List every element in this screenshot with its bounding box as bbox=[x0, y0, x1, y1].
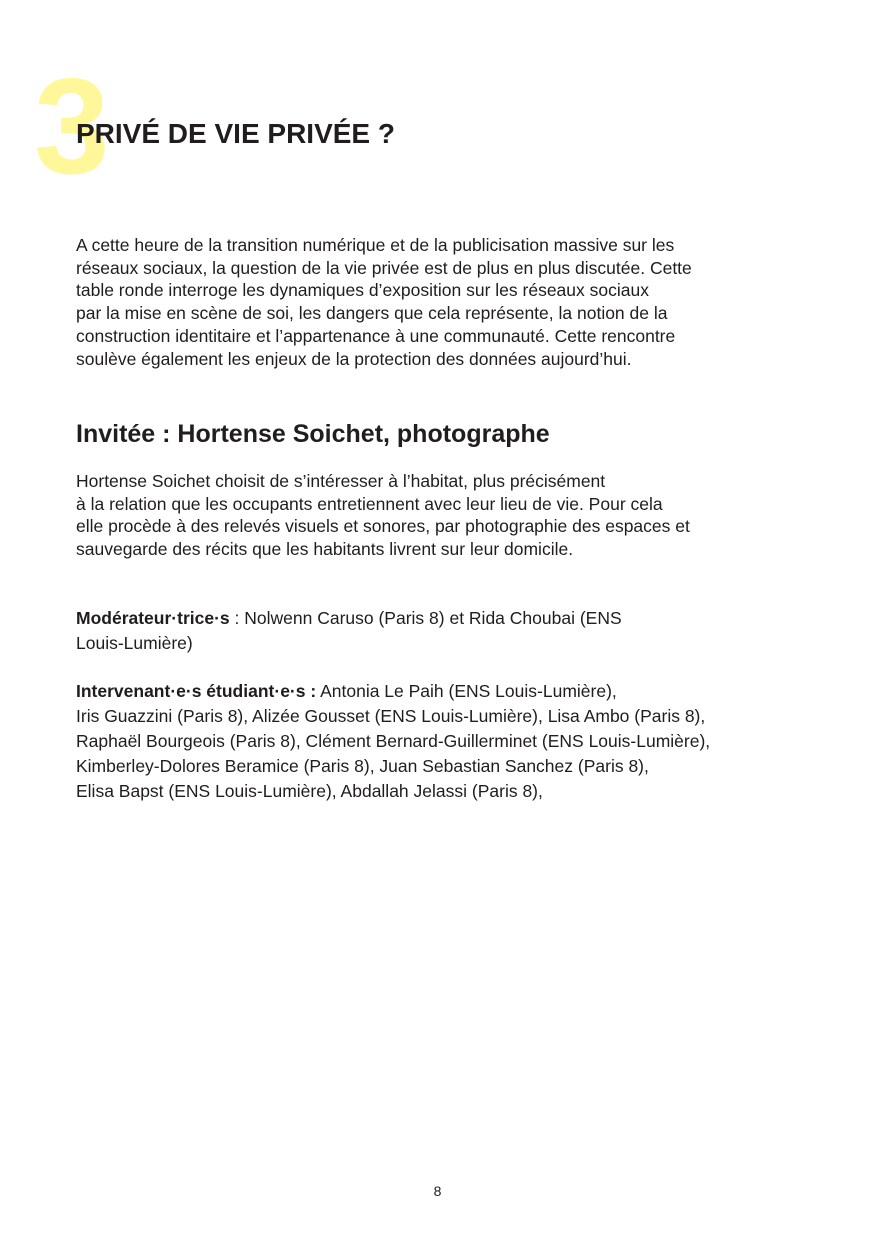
section-title: PRIVÉ DE VIE PRIVÉE ? bbox=[76, 118, 395, 149]
guest-bio-line: à la relation que les occupants entretiennent avec leur lieu de vie. Pour cela bbox=[76, 493, 663, 514]
intro-line: A cette heure de la transition numérique et de la publicisation massive sur les bbox=[76, 235, 675, 255]
speakers-label: Intervenant·e·s étudiant·e·s : bbox=[76, 681, 317, 701]
moderators-line bbox=[76, 606, 776, 631]
section-number: 3 bbox=[34, 50, 106, 202]
guest-bio-line: sauvegarde des récits que les habitants livrent sur leur domicile. bbox=[76, 539, 574, 560]
guest-bio-line: Hortense Soichet choisit de s’intéresser à l’habitat, plus précisément bbox=[76, 471, 606, 491]
guest-bio-line: elle procède à des relevés visuels et sonores, par photographie des espaces et bbox=[76, 516, 690, 537]
intro-line: table ronde interroge les dynamiques d’exposition sur les réseaux sociaux bbox=[76, 280, 649, 301]
intro-line: par la mise en scène de soi, les dangers que cela représente, la notion de la bbox=[76, 303, 668, 324]
guest-heading: Invitée : Hortense Soichet, photographe bbox=[76, 420, 550, 448]
speakers-line: Kimberley-Dolores Beramice (Paris 8), Juan Sebastian Sanchez (Paris 8), bbox=[76, 756, 649, 776]
speakers-line: Raphaël Bourgeois (Paris 8), Clément Bernard-Guillerminet (ENS Louis-Lumière), bbox=[76, 731, 711, 751]
intro-line: construction identitaire et l’appartenance à une communauté. Cette rencontre bbox=[76, 325, 676, 346]
intro-paragraph bbox=[76, 234, 776, 370]
speakers-line bbox=[76, 679, 776, 704]
speakers-paragraph bbox=[76, 679, 776, 804]
moderators-line: Louis-Lumière) bbox=[76, 633, 193, 653]
page-number: 8 bbox=[433, 1183, 442, 1199]
speakers-line: Iris Guazzini (Paris 8), Alizée Gousset (ENS Louis-Lumière), Lisa Ambo (Paris 8), bbox=[76, 706, 706, 726]
speakers-names: Antonia Le Paih (ENS Louis-Lumière), bbox=[316, 681, 617, 701]
moderators-label: Modérateur·trice·s bbox=[76, 608, 230, 628]
speakers-line: Elisa Bapst (ENS Louis-Lumière), Abdallah Jelassi (Paris 8), bbox=[76, 781, 543, 801]
moderators-names: : Nolwenn Caruso (Paris 8) et Rida Choubai (ENS bbox=[229, 608, 622, 628]
intro-line: réseaux sociaux, la question de la vie privée est de plus en plus discutée. Cette bbox=[76, 257, 692, 278]
intro-line: soulève également les enjeux de la protection des données aujourd’hui. bbox=[76, 348, 632, 369]
guest-bio bbox=[76, 470, 776, 561]
moderators-paragraph bbox=[76, 606, 776, 656]
